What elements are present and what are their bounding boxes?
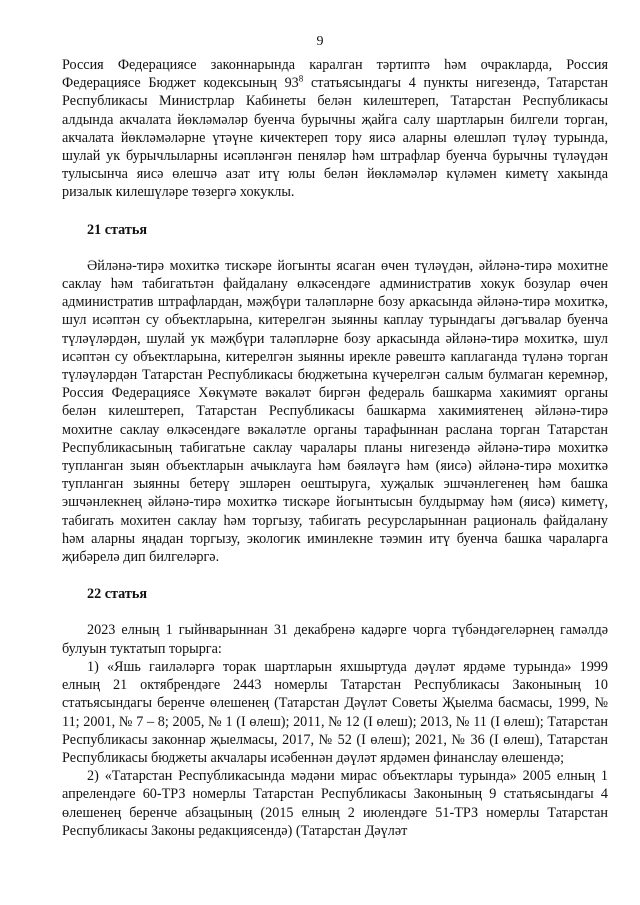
article-22-item-2: 2) «Татарстан Республикасында мәдәни мирас объектлары турында» 2005 елның 1 апрелендәге 60-ТРЗ номерлы Татарстан Республикасы Законының 9 статьясындагы 4 өлешенең беренче абзацының (2015 елның 2 июлендәге 51-ТРЗ номерлы Татарстан Республикасы Законы редакциясендә) (Татарстан Дәүләт (62, 768, 608, 839)
article-22-heading: 22 статья (87, 586, 148, 603)
article-superscript: 8 (298, 73, 304, 84)
article-21-heading: 21 статья (87, 221, 148, 238)
article-22-intro: 2023 елның 1 гыйнварыннан 31 декабренә кадәрге чорга түбәндәгеләрнең гамәлдә булуын туктатып торырга: (62, 622, 608, 657)
page-number: 9 (316, 34, 324, 49)
intro-text-part2: статьясындагы 4 пункты нигезендә, Татарстан Республикасы Министрлар Кабинеты белән килештереп, Татарстан Республикасы алдында акчалата йөкләмәләр буенча бурычны җайга салу шартларын билгели торган, акчалата йөкләмәләрне үтәүне кичектереп тору яисә аларны өлешләп түләү турында, шулай ук бурычлыларны исәпләнгән пеняләр һәм штрафлар буенча бурычны түләүдән тулысынча яисә өлешчә азат итү юлы белән йөкләмәләр күләмен киметү хакында ризалык килешүләре төзергә хокуклы. (62, 75, 608, 201)
article-22-item-1: 1) «Яшь гаиләләргә торак шартларын яхшыртуда дәүләт ярдәме турында» 1999 елның 21 октябрендәге 2443 номерлы Татарстан Республикасы Законының 10 статьясындагы беренче өлешенең (Татарстан Дәүләт Советы Җыелма басмасы, 1999, № 11; 2001, № 7 – 8; 2005, № 1 (I өлеш); 2011, № 12 (I өлеш); 2013, № 11 (I өлеш); Татарстан Республикасы законнар җыелмасы, 2017, № 52 (I өлеш); 2021, № 36 (I өлеш), Татарстан Республикасы бюджеты акчалары исәбеннән дәүләт ярдәмен финанслау өлешендә; (62, 658, 608, 766)
document-body (62, 56, 608, 840)
article-21-paragraph: Әйләнә-тирә мохиткә тискәре йогынты ясаган өчен түләүдән, әйләнә-тирә мохитне саклау һәм табигатьтән файдалану өлкәсендәге административ хокук бозулар өчен административ штрафлардан, мәҗбүри таләпләрне бозу аркасында әйләнә-тирә мохиткә, шул исәптән су объектларына, китерелгән зыянны каплау турындагы дәгъвалар буенча түләүләрдән, шулай ук мәҗбүри таләпләрне бозу аркасында әйләнә-тирә мохиткә, шул исәптән су объектларына, китерелгән зыянны ирекле рәвештә каплаганда түләнә торган түләүләрдән Татарстан Республикасы бюджетына күчерелгән салым булмаган керемнәр, Россия Федерациясе Хөкүмәте вәкаләт биргән федераль башкарма хакимият органы белән килештереп, Татарстан Республикасы башкарма хакимиятенең әйләнә-тирә мохитне саклау өлкәсендәге вәкаләтле органы тарафыннан раслана торган Татарстан Республикасының табигатьне саклау чаралары планы нигезендә әйләнә-тирә мохиткә тупланган зыян объектларын ачыклауга һәм бәяләүгә һәм (яисә) әйләнә-тирә мохиткә тупланган зыянны бетерү эшләрен оештыруга, хуҗалык эшчәнлегенең һәм башка эшчәнлекнең әйләнә-тирә мохиткә тискәре йогынтысын булдырмау һәм (яисә) киметү, табигать мохитен саклау һәм торгызу, табигать ресурсларыннан рациональ файдалану һәм аларны яңадан торгызу, экологик иминлекне тәэмин итү буенча башка чараларга җибәрелә дип билгеләргә. (62, 257, 608, 566)
intro-text-part1: Россия Федерациясе законнарында каралган тәртиптә һәм очракларда, Россия Федерациясе Бюджет кодексының 93 (62, 57, 608, 92)
intro-paragraph (62, 56, 608, 202)
